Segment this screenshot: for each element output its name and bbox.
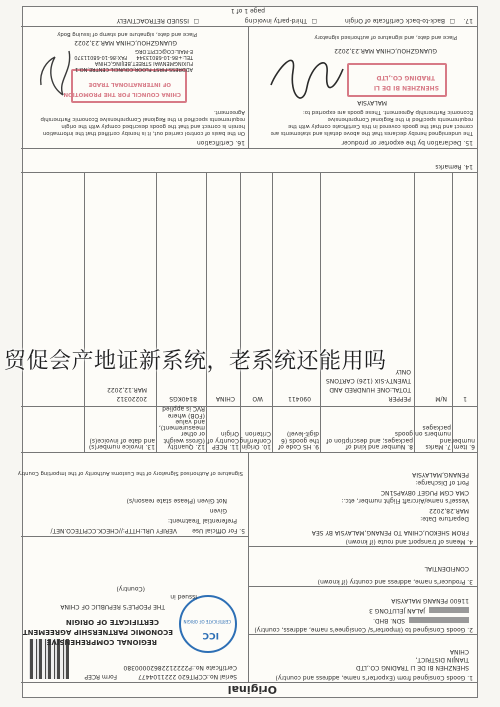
goods-qty: TOTAL:ONE HUNDRED AND	[329, 386, 411, 393]
preferential-label: Preferential Treatment:	[168, 517, 237, 524]
cert-email: E-MAIL:CO@CCPIT.ORG	[135, 48, 193, 54]
port-value: PENANG,MALAYSIA	[412, 471, 469, 478]
origin-country: CHINA	[215, 395, 235, 402]
back-to-back-label: Back-to-back Certificate of Origin	[344, 17, 445, 24]
icc-seal-text: CERTIFICATE OF ORIGIN	[183, 619, 231, 624]
remarks-label: 14. Remarks	[435, 163, 473, 170]
box1-label: 1. Goods Consigned from (Exporter's name, address and country)	[275, 674, 473, 681]
box16-label: 16. Certification	[196, 139, 245, 146]
verify-text: VERIFY URL:HTTP://CHECK.CCPITECO.NET/	[50, 527, 177, 534]
exporter-stamp-line1: SHENZHEN BI DE LI	[373, 84, 439, 91]
vessel-label: Vessel's name/Aircraft Flight number, etc.:	[341, 497, 469, 504]
col12-label: 12. Quantity (Gross weight or other measurement), and value (FOB) where RVC is applied	[158, 405, 205, 450]
consignee-address: JALAN JELUTONG 3	[369, 607, 425, 614]
issued-country: THE PEOPLE'S REPUBLIC OF CHINA	[60, 603, 165, 610]
departure-date: MAR.28,2022	[429, 507, 469, 514]
exporter-stamp-line2: TRADING CO.,LTD	[376, 74, 435, 81]
declaration-country: MALAYSIA	[357, 99, 387, 106]
goods-name: PEPPER	[388, 395, 411, 402]
col8-label: 8. Number and kind of packages; and description of goods	[326, 430, 413, 450]
serial-no: CCPIT620 2221104477	[138, 673, 207, 680]
box4-label: 4. Means of transport and route (if known)	[345, 538, 473, 545]
marks-value: N/M	[435, 395, 447, 402]
issued-retro-label: ISSUED RETROACTIVELY	[116, 17, 189, 24]
producer-value: CONFIDENTIAL	[424, 565, 469, 572]
vessel-value: CMA CGM PUGET 0BYAPS1NC	[380, 489, 469, 496]
ccpit-stamp-line2: OF INTERNATIONAL TRADE	[88, 81, 171, 87]
col10-label: 10. Origin Conferring Criterion	[239, 430, 271, 450]
consignee-name: SDN. BHD.	[373, 617, 405, 624]
third-party-checkbox: ☐	[311, 17, 317, 24]
form-label: Form RCEP	[84, 673, 117, 680]
box15-label: 15. Declaration by the exporter or producer	[341, 139, 473, 146]
cert-sign-label: Place and date, signature and stamp of Issuing Body	[57, 31, 197, 37]
title-line3: CERTIFICATE OF ORIGIN	[65, 618, 159, 626]
route-from: FROM SHEKOU,CHINA TO PENANG,MALAYSIA BY SEA	[311, 529, 469, 536]
title-line2: ECONOMIC PARTNERSHIP AGREEMENT	[22, 628, 173, 636]
cert-place: GUANGZHOU,CHINA MAR.23,2022	[74, 39, 177, 46]
country-label: (Country)	[116, 585, 145, 592]
declaration-sign-label: Place and date, and signature of authorised signatory	[314, 34, 457, 40]
cert-address: ADDRESS:FIRST FLOOR,COUNCIL CENTRE,NO.1	[75, 66, 193, 72]
box2-label: 2. Goods Consigned to (Importer's/ Consignee's name, address, country)	[254, 626, 473, 633]
exporter-signature	[267, 59, 347, 99]
box17-label: 17.	[463, 17, 473, 24]
hs-code: 090411	[288, 395, 311, 402]
declaration-place: GUANGZHOU,CHINA MAR.23,2022	[334, 47, 437, 54]
cert-tel: TEL:+86-10-68013344	[136, 54, 193, 60]
invoice-no: 20220312	[116, 395, 147, 402]
declaration-text4: Economic Partnership Agreement. These goods are exported to:	[302, 109, 473, 115]
col7-label: 7. Marks and numbers on packages	[415, 424, 451, 450]
exporter-name: SHENZHEN BI DE LI TRADING CO.,LTD	[356, 664, 469, 671]
given-label: Given	[209, 507, 227, 514]
caption-overlay	[0, 344, 500, 382]
certificate-no: P22221228620000380	[123, 664, 192, 671]
criterion: WO	[252, 395, 263, 402]
icc-seal	[179, 595, 237, 653]
certification-text3: requirements specified in the Regional Comprehensive Economic Partnership	[40, 116, 245, 122]
col13-label: 13. Invoice number(s) and date of invoice(s)	[88, 436, 155, 450]
issued-in-label: Issued in	[170, 593, 197, 600]
back-to-back-checkbox: ☐	[449, 17, 455, 24]
col11-label: 11. RCEP Country of Origin	[207, 430, 239, 450]
certifier-signature	[33, 47, 77, 101]
certification-text1: On the basis of control carried out, it is hereby certified that the information	[42, 130, 245, 136]
box3-label: 3. Producer's name, address and country (if known)	[317, 578, 473, 585]
exporter-stamp	[347, 63, 447, 97]
item-number: 1	[463, 395, 467, 402]
port-label: Port of Discharge:	[415, 479, 469, 486]
serial-no-label: Serial No.:	[206, 673, 237, 680]
signature-authority-label: Signature of Authorised Signatory of the Customs Authority of the Importing Country	[17, 470, 243, 476]
ccpit-stamp	[63, 69, 187, 103]
issued-retro-checkbox: ☐	[193, 17, 199, 24]
not-given-label: Not Given (Please state reason/s)	[126, 497, 227, 504]
certification-text2: herein is correct and that the goods described comply with the origin	[61, 123, 245, 129]
goods-qty2: TWENTY-SIX (126) CARTONS	[325, 377, 411, 384]
cert-address2: FUXINGMENWAI STREET,BEIJING,CHINA	[94, 60, 193, 66]
redacted-consignee-name	[409, 617, 469, 623]
certification-text4: Agreement.	[213, 109, 245, 115]
third-party-label: Third-party invoicing	[244, 17, 307, 24]
cert-fax: FAX:86-10-68011370	[74, 54, 127, 60]
consignee-city: 11600 PENANG MALAYSIA	[391, 597, 469, 604]
exporter-address: TIANJIN DISTRICT,	[415, 656, 469, 663]
page-label: page 1 of 1	[230, 7, 265, 14]
declaration-text3: requirements specified in the Regional Comprehensive	[327, 116, 473, 122]
ccpit-stamp-line1: CHINA COUNCIL FOR THE PROMOTION	[63, 91, 181, 97]
declaration-text1: The undersigned hereby declares that the above details and statements are	[270, 130, 473, 136]
exporter-country: CHINA	[449, 648, 469, 655]
icc-logo-text: ICC	[202, 630, 219, 640]
caption-text: 贸促会产地证新系统，老系统还能用吗	[4, 349, 387, 374]
invoice-date: MAR.12,2022	[107, 386, 147, 393]
original-label: Original	[227, 683, 277, 696]
certificate-no-label: Certificate No.:	[191, 664, 237, 671]
quantity: 8140KGS	[169, 395, 197, 402]
redacted-consignee-address	[429, 607, 469, 613]
title-line1: REGIONAL COMPREHENSIVE	[46, 638, 157, 646]
departure-label: Departure Date:	[420, 515, 469, 522]
box5-label: 5. For Official Use	[192, 527, 245, 534]
col9-label: 9. HS Code of the goods (6 digit-level)	[278, 430, 319, 450]
declaration-text2: correct and that the goods covered in this Certificate comply with the	[288, 123, 473, 129]
col6-label: 6. Item number	[451, 436, 475, 450]
goods-only: ONLY	[395, 368, 411, 375]
